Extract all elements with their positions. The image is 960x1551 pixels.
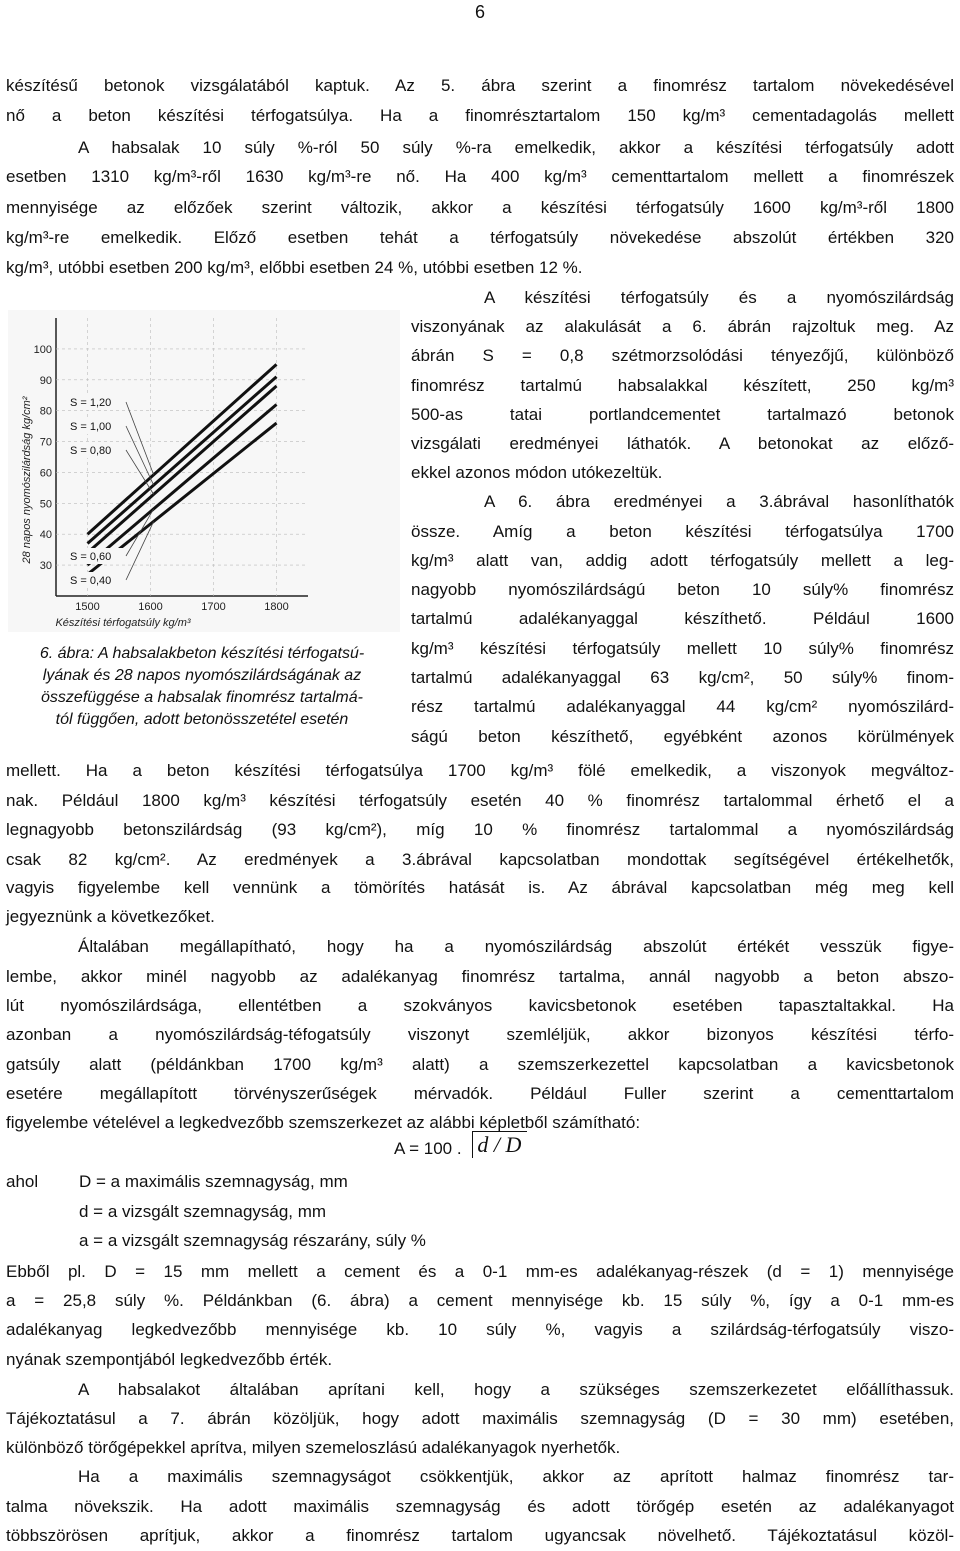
ahol-label: ahol <box>6 1172 39 1191</box>
text-line: mellett. Ha a beton készítési térfogatsúlya 1700 kg/m³ fölé emelkedik, a viszonyok megváltoz- <box>6 761 954 780</box>
legend-label: S = 1,00 <box>70 421 112 433</box>
text-line: különböző törőgépekkel aprítva, milyen szemeloszlású adalékanyagok nyerhetők. <box>6 1438 621 1457</box>
caption-line: tól függően, adott betonösszetétel esetén <box>55 711 349 728</box>
text-line: nagyobb nyomószilárdságú beton 10 súly% finomrész <box>411 580 954 599</box>
x-tick-label: 1800 <box>264 601 289 613</box>
text-line: A habsalakot általában aprítani kell, hogy a szükséges szemszerkezetet előállíthassuk. <box>78 1380 954 1399</box>
fuller-formula <box>394 1133 527 1160</box>
text-line: többszörösen aprítjuk, akkor a finomrész tartalom ugyancsak növelhető. Tájékoztatásul közöl- <box>6 1526 954 1545</box>
y-tick-label: 80 <box>39 405 52 418</box>
text-line: figyelembe vételével a legkedvezőbb szemszerkezet az alábbi képletből számítható: <box>6 1113 641 1132</box>
text-line: nő a beton készítési térfogatsúlya. Ha a finomrésztartalom 150 kg/m³ cementadagolás mellett <box>6 106 954 125</box>
text-line: A 6. ábra eredményei a 3.ábrával hasonlíthatók <box>484 492 954 511</box>
text-line: nyának szempontjából legkedvezőbb érték. <box>6 1350 333 1369</box>
x-tick-label: 1500 <box>75 601 100 613</box>
text-line: Ebből pl. D = 15 mm mellett a cement és a 0-1 mm-es adalékanyag-részek (d = 1) mennyisége <box>6 1262 954 1281</box>
definition-text: a = a vizsgált szemnagyság részarány, súly % <box>79 1231 426 1250</box>
text-line: adalékanyag legkedvezőbb mennyisége kb. 10 súly %, vagyis a szilárdság-térfogatsúly viszo- <box>6 1320 954 1339</box>
text-line: a = 25,8 súly %. Példánkban (6. ábra) a cement mennyisége kb. 15 súly %, így a 0-1 mm-es <box>6 1291 954 1310</box>
text-line: kg/m³-re emelkedik. Előző esetben tehát a térfogatsúly növekedése abszolút értékben 320 <box>6 228 954 247</box>
text-line: lút nyomószilárdsága, ellentétben a szokványos kavicsbetonok esetében tapasztaltakkal. Ha <box>6 996 954 1015</box>
legend-label: S = 1,20 <box>70 397 112 409</box>
y-tick-label: 40 <box>39 529 52 542</box>
text-line: ekkel azonos módon utókezeltük. <box>411 463 663 482</box>
text-line: esetére megállapított törvényszerűségek mérvadók. Például Fuller szerint a cementtartalom <box>6 1084 954 1103</box>
formula-radical: d / D <box>472 1131 527 1158</box>
caption-line: 6. ábra: A habsalakbeton készítési térfogatsú- <box>39 645 365 662</box>
caption-line: összefüggése a habsalak finomrész tartalmá- <box>41 689 363 706</box>
legend-label: S = 0,60 <box>70 551 112 563</box>
text-line: lembe, akkor minél nagyobb az adalékanyag finomrész tartalma, annál nagyobb a beton abszo- <box>6 967 954 986</box>
text-line: A készítési térfogatsúly és a nyomószilárdság <box>484 288 954 307</box>
text-line: kg/m³, utóbbi esetben 200 kg/m³, előbbi esetben 24 %, utóbbi esetben 12 %. <box>6 258 583 277</box>
y-tick-label: 60 <box>39 467 52 480</box>
x-axis-label: Készítési térfogatsúly kg/m³ <box>55 617 191 629</box>
text-line: gatsúly alatt (példánkban 1700 kg/m³ alatt) a szemszerkezettel kapcsolatban a kavicsbetonok <box>6 1055 954 1074</box>
formula-lhs: A = 100 . <box>394 1139 462 1158</box>
text-line: tartalmú adalékanyaggal 63 kg/cm², 50 súly% finom- <box>411 668 954 687</box>
x-tick-label: 1700 <box>201 601 226 613</box>
legend-label: S = 0,40 <box>70 575 112 587</box>
text-line: Ha a maximális szemnagyságot csökkentjük, akkor az aprított halmaz finomrész tar- <box>78 1467 954 1486</box>
text-line: vizsgálati eredményei láthatók. A betonokat az előző- <box>411 434 954 453</box>
text-line: csak 82 kg/cm². Az eredmények a 3.ábrával kapcsolatban mondottak segítségével értékelhetők, <box>6 850 954 869</box>
text-line: vagyis figyelembe kell vennünk a tömörítés hatását is. Az ábrával kapcsolatban még meg kell <box>6 878 954 897</box>
text-line: finomrész tartalmú habsalakkal készített, 250 kg/m³ <box>411 376 954 395</box>
text-line: Általában megállapítható, hogy ha a nyomószilárdság abszolút értékét vesszük figye- <box>78 937 954 956</box>
text-line: jegyeznünk a következőket. <box>6 907 215 926</box>
text-line: legnagyobb betonszilárdság (93 kg/cm²), míg 10 % finomrész tartalommal a nyomószilárdság <box>6 820 954 839</box>
text-line: mennyisége az előzőek szerint változik, akkor a készítési térfogatsúly 1600 kg/m³-ről 1800 <box>6 198 954 217</box>
text-line: kg/m³ alatt van, addig adott térfogatsúly mellett a leg- <box>411 551 954 570</box>
text-line: nak. Például 1800 kg/m³ készítési térfogatsúly esetén 40 % finomrész tartalommal érhető el a <box>6 791 954 810</box>
y-tick-label: 100 <box>33 343 52 356</box>
text-line: esetben 1310 kg/m³-ről 1630 kg/m³-re nő. Ha 400 kg/m³ cementtartalom mellett a finomrészek <box>6 167 954 186</box>
figure-6-chart <box>8 310 400 632</box>
text-line: azonban a nyomószilárdság-téfogatsúly viszonyt szemléljük, akkor bizonyos készítési térfo- <box>6 1025 954 1044</box>
legend-label: S = 0,80 <box>70 445 112 457</box>
text-line: készítésű betonok vizsgálatából kaptuk. Az 5. ábra szerint a finomrész tartalom növekedésével <box>6 76 954 95</box>
definition-row <box>6 1172 348 1192</box>
text-line: össze. Amíg a beton készítési térfogatsúlya 1700 <box>411 522 954 541</box>
x-tick-label: 1600 <box>138 601 163 613</box>
page-number: 6 <box>474 2 485 22</box>
text-line: talma növekszik. Ha adott maximális szemnagyság és adott törőgép esetén az adalékanyagot <box>6 1497 954 1516</box>
y-tick-label: 50 <box>39 498 52 511</box>
y-axis-label: 28 napos nyomószilárdság kg/cm² <box>21 396 33 564</box>
text-line: 500-as tatai portlandcementet tartalmazó betonok <box>411 405 954 424</box>
text-line: kg/m³ készítési térfogatsúly mellett 10 súly% finomrész <box>411 639 954 658</box>
definition-text: d = a vizsgált szemnagyság, mm <box>79 1202 327 1221</box>
y-tick-label: 30 <box>39 560 52 573</box>
text-line: Tájékoztatásul a 7. ábrán közöljük, hogy adott maximális szemnagyság (D = 30 mm) esetében, <box>6 1409 954 1428</box>
text-line: A habsalak 10 súly %-ról 50 súly %-ra emelkedik, akkor a készítési térfogatsúly adott <box>78 138 954 157</box>
y-tick-label: 90 <box>39 374 52 387</box>
text-line: viszonyának az alakulását a 6. ábrán rajzoltuk meg. Az <box>411 317 954 336</box>
y-tick-label: 70 <box>39 436 52 449</box>
definition-text: D = a maximális szemnagyság, mm <box>79 1172 348 1191</box>
text-line: rész tartalmú adalékanyaggal 44 kg/cm² nyomószilárd- <box>411 697 954 716</box>
text-line: ábrán S = 0,8 szétmorzsolódási tényezőjű, különböző <box>411 346 954 365</box>
caption-line: lyának és 28 napos nyomószilárdságának az <box>42 667 362 684</box>
text-line: tartalmú adalékanyaggal készíthető. Például 1600 <box>411 609 954 628</box>
text-line: ságú beton készíthető, egyébként azonos körülmények <box>411 727 954 746</box>
